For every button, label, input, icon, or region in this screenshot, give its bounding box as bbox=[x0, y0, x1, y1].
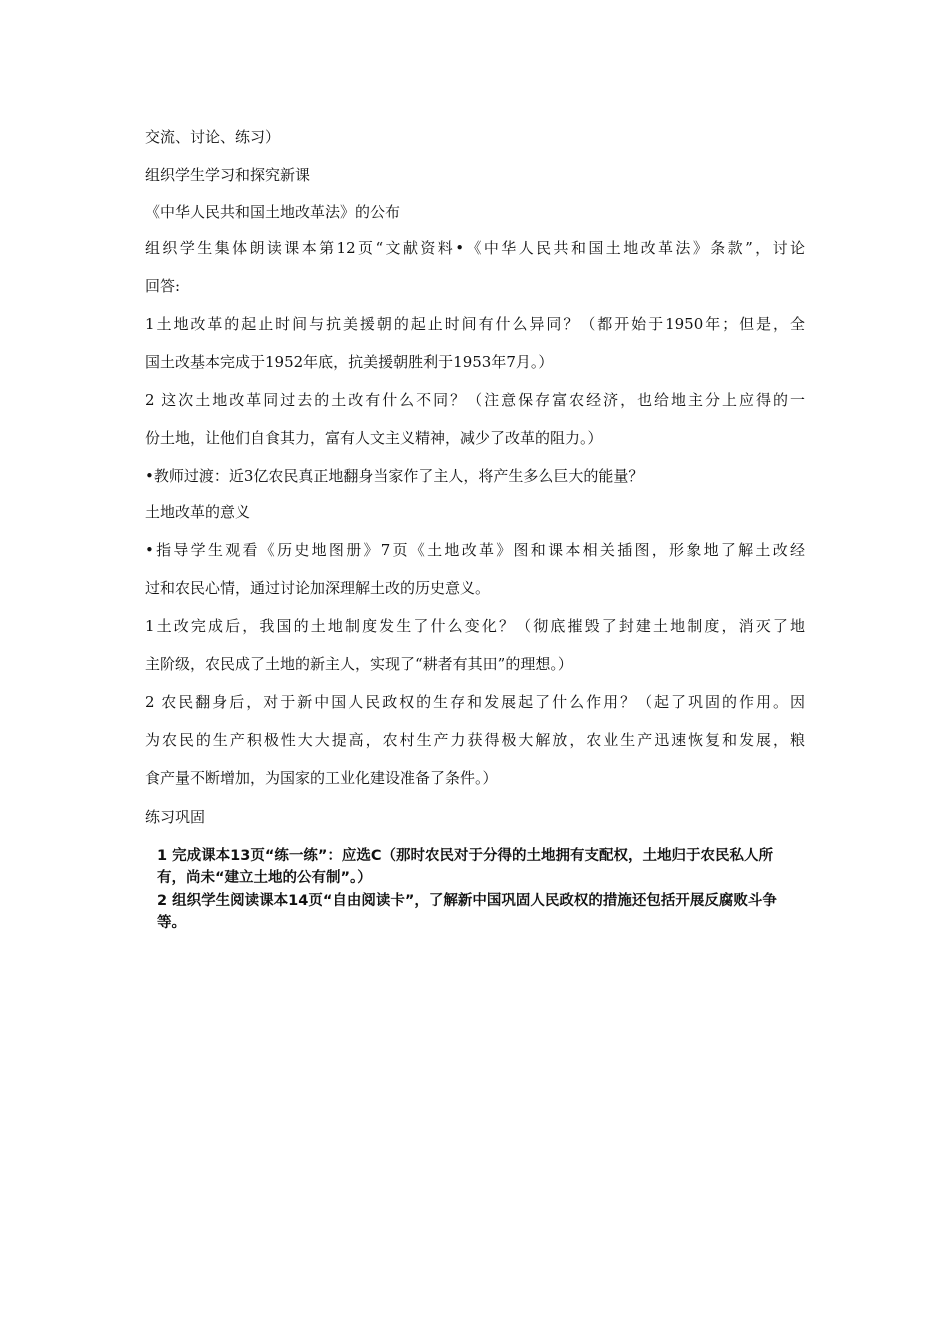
guidance-line-2: 过和农民心情，通过讨论加深理解土改的历史意义。 bbox=[145, 579, 491, 597]
question-1-line-1: 1土地改革的起止时间与抗美援朝的起止时间有什么异同？（都开始于1950年；但是，全 bbox=[145, 315, 805, 333]
subsection-heading-significance: 土地改革的意义 bbox=[145, 503, 251, 521]
question-2-line-1: 2 这次土地改革同过去的土改有什么不同？（注意保存富农经济，也给地主分上应得的一 bbox=[145, 391, 805, 409]
question-3-line-1: 1土改完成后，我国的土地制度发生了什么变化？（彻底摧毁了封建土地制度，消灭了地 bbox=[145, 617, 805, 635]
question-1-line-2: 国土改基本完成于1952年底，抗美援朝胜利于1953年7月。） bbox=[145, 353, 554, 371]
exercise-2: 2 组织学生阅读课本14页“自由阅读卡”，了解新中国巩固人民政权的措施还包括开展反腐败斗争等。 bbox=[157, 893, 777, 931]
section-heading-new-lesson: 组织学生学习和探究新课 bbox=[145, 166, 311, 184]
text-line-5: 回答: bbox=[145, 277, 181, 295]
subsection-heading-land-reform-law: 《中华人民共和国土地改革法》的公布 bbox=[145, 203, 401, 221]
text-line-4: 组织学生集体朗读课本第12页“文献资料•《中华人民共和国土地改革法》条款”，讨论 bbox=[145, 239, 805, 257]
exercise-1: 1 完成课本13页“练一练”：应选C（那时农民对于分得的土地拥有支配权，土地归于农民私人所有，尚未“建立土地的公有制”。） bbox=[157, 848, 774, 886]
section-heading-practice: 练习巩固 bbox=[145, 808, 206, 826]
guidance-line-1: •指导学生观看《历史地图册》7页《土地改革》图和课本相关插图，形象地了解土改经 bbox=[145, 541, 805, 559]
question-4-line-2: 为农民的生产积极性大大提高，农村生产力获得极大解放，农业生产迅速恢复和发展，粮 bbox=[145, 731, 805, 749]
question-3-line-2: 主阶级，农民成了土地的新主人，实现了“耕者有其田”的理想。） bbox=[145, 655, 573, 673]
teacher-transition: •教师过渡：近3亿农民真正地翻身当家作了主人，将产生多么巨大的能量？ bbox=[145, 467, 644, 485]
text-line-1: 交流、讨论、练习） bbox=[145, 128, 281, 146]
question-2-line-2: 份土地，让他们自食其力，富有人文主义精神，减少了改革的阻力。） bbox=[145, 429, 603, 447]
question-4-line-3: 食产量不断增加，为国家的工业化建设准备了条件。） bbox=[145, 769, 498, 787]
question-4-line-1: 2 农民翻身后，对于新中国人民政权的生存和发展起了什么作用？（起了巩固的作用。因 bbox=[145, 693, 805, 711]
